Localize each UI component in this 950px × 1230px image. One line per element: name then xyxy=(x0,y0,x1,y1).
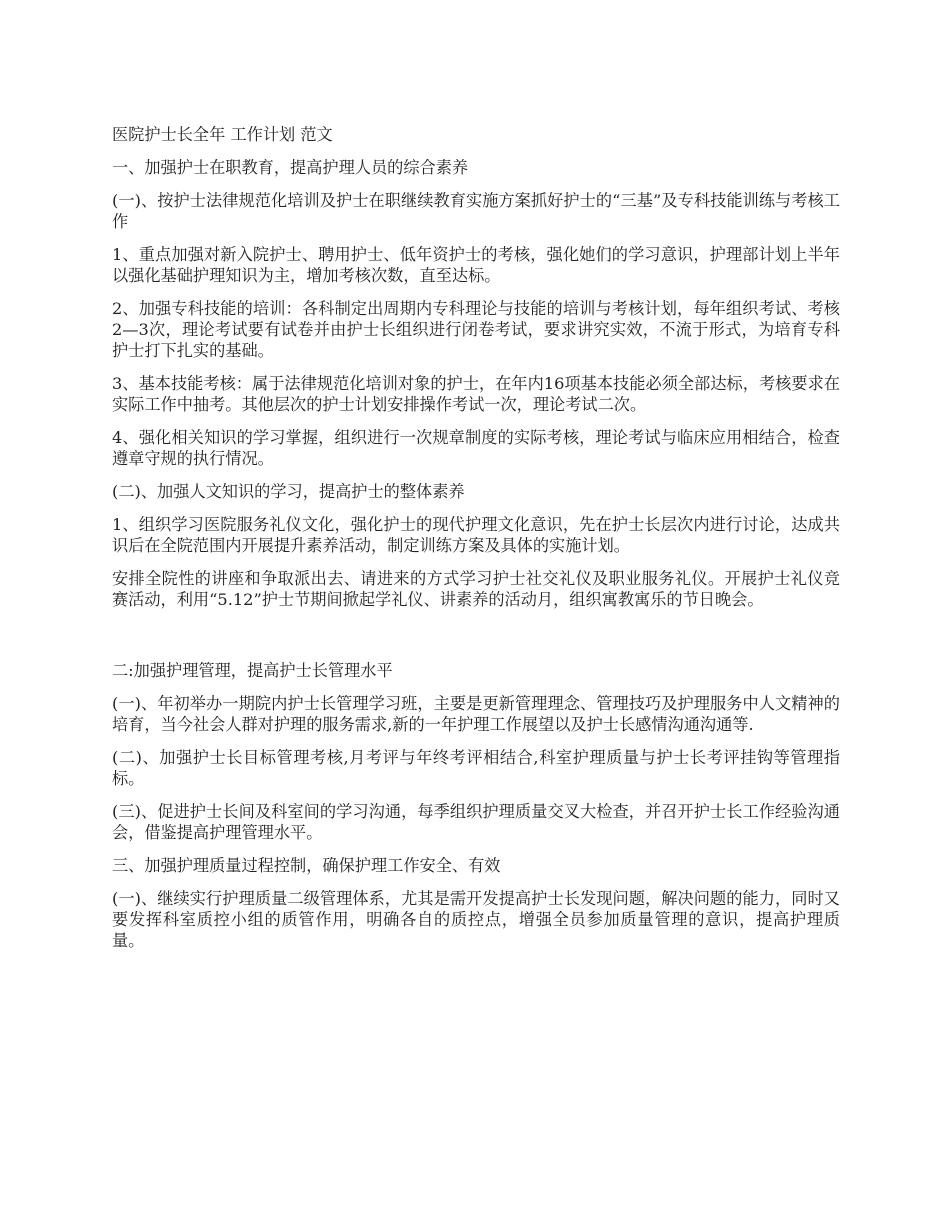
section1-paragraph-5: 1、组织学习医院服务礼仪文化，强化护士的现代护理文化意识，先在护士长层次内进行讨论，达成共识后在全院范围内开展提升素养活动，制定训练方案及具体的实施计划。 xyxy=(112,515,840,555)
section1-subheading-1: (一)、按护士法律规范化培训及护士在职继续教育实施方案抓好护士的“三基”及专科技能训练与考核工作 xyxy=(112,191,840,231)
section3-paragraph-1: (一)、继续实行护理质量二级管理体系，尤其是需开发提高护士长发现问题，解决问题的能力，同时又要发挥科室质控小组的质管作用，明确各自的质控点，增强全员参加质量管理的意识，提高护理质量。 xyxy=(112,889,840,950)
section1-paragraph-6: 安排全院性的讲座和争取派出去、请进来的方式学习护士社交礼仪及职业服务礼仪。开展护士礼仪竞赛活动，利用“5.12”护士节期间掀起学礼仪、讲素养的活动月，组织寓教寓乐的节日晚会。 xyxy=(112,569,840,609)
section1-heading: 一、加强护士在职教育，提高护理人员的综合素养 xyxy=(112,158,469,177)
section1-subheading-2: (二)、加强人文知识的学习，提高护士的整体素养 xyxy=(112,482,465,501)
section1-paragraph-3: 3、基本技能考核：属于法律规范化培训对象的护士，在年内16项基本技能必须全部达标，考核要求在实际工作中抽考。其他层次的护士计划安排操作考试一次，理论考试二次。 xyxy=(112,374,840,414)
section2-paragraph-3: (三)、促进护士长间及科室间的学习沟通，每季组织护理质量交叉大检查，并召开护士长工作经验沟通会，借鉴提高护理管理水平。 xyxy=(112,802,840,842)
section2-heading: 二:加强护理管理，提高护士长管理水平 xyxy=(112,661,393,680)
section1-paragraph-4: 4、强化相关知识的学习掌握，组织进行一次规章制度的实际考核，理论考试与临床应用相结合，检查遵章守规的执行情况。 xyxy=(112,428,840,468)
document-title: 医院护士长全年 工作计划 范文 xyxy=(112,125,333,144)
section1-paragraph-1: 1、重点加强对新入院护士、聘用护士、低年资护士的考核，强化她们的学习意识，护理部计划上半年以强化基础护理知识为主，增加考核次数，直至达标。 xyxy=(112,245,840,285)
section3-heading: 三、加强护理质量过程控制，确保护理工作安全、有效 xyxy=(112,856,501,875)
section-spacer xyxy=(112,622,840,660)
section1-paragraph-2: 2、加强专科技能的培训：各科制定出周期内专科理论与技能的培训与考核计划，每年组织考试、考核2—3次，理论考试要有试卷并由护士长组织进行闭卷考试，要求讲究实效，不流于形式，为培育专科护士打下扎实的基础。 xyxy=(112,299,840,360)
document-page xyxy=(112,124,840,963)
section2-paragraph-2: (二)、加强护士长目标管理考核,月考评与年终考评相结合,科室护理质量与护士长考评挂钩等管理指标。 xyxy=(112,748,840,788)
section2-paragraph-1: (一)、年初举办一期院内护士长管理学习班，主要是更新管理理念、管理技巧及护理服务中人文精神的培育，当今社会人群对护理的服务需求,新的一年护理工作展望以及护士长感情沟通沟通等. xyxy=(112,694,840,734)
